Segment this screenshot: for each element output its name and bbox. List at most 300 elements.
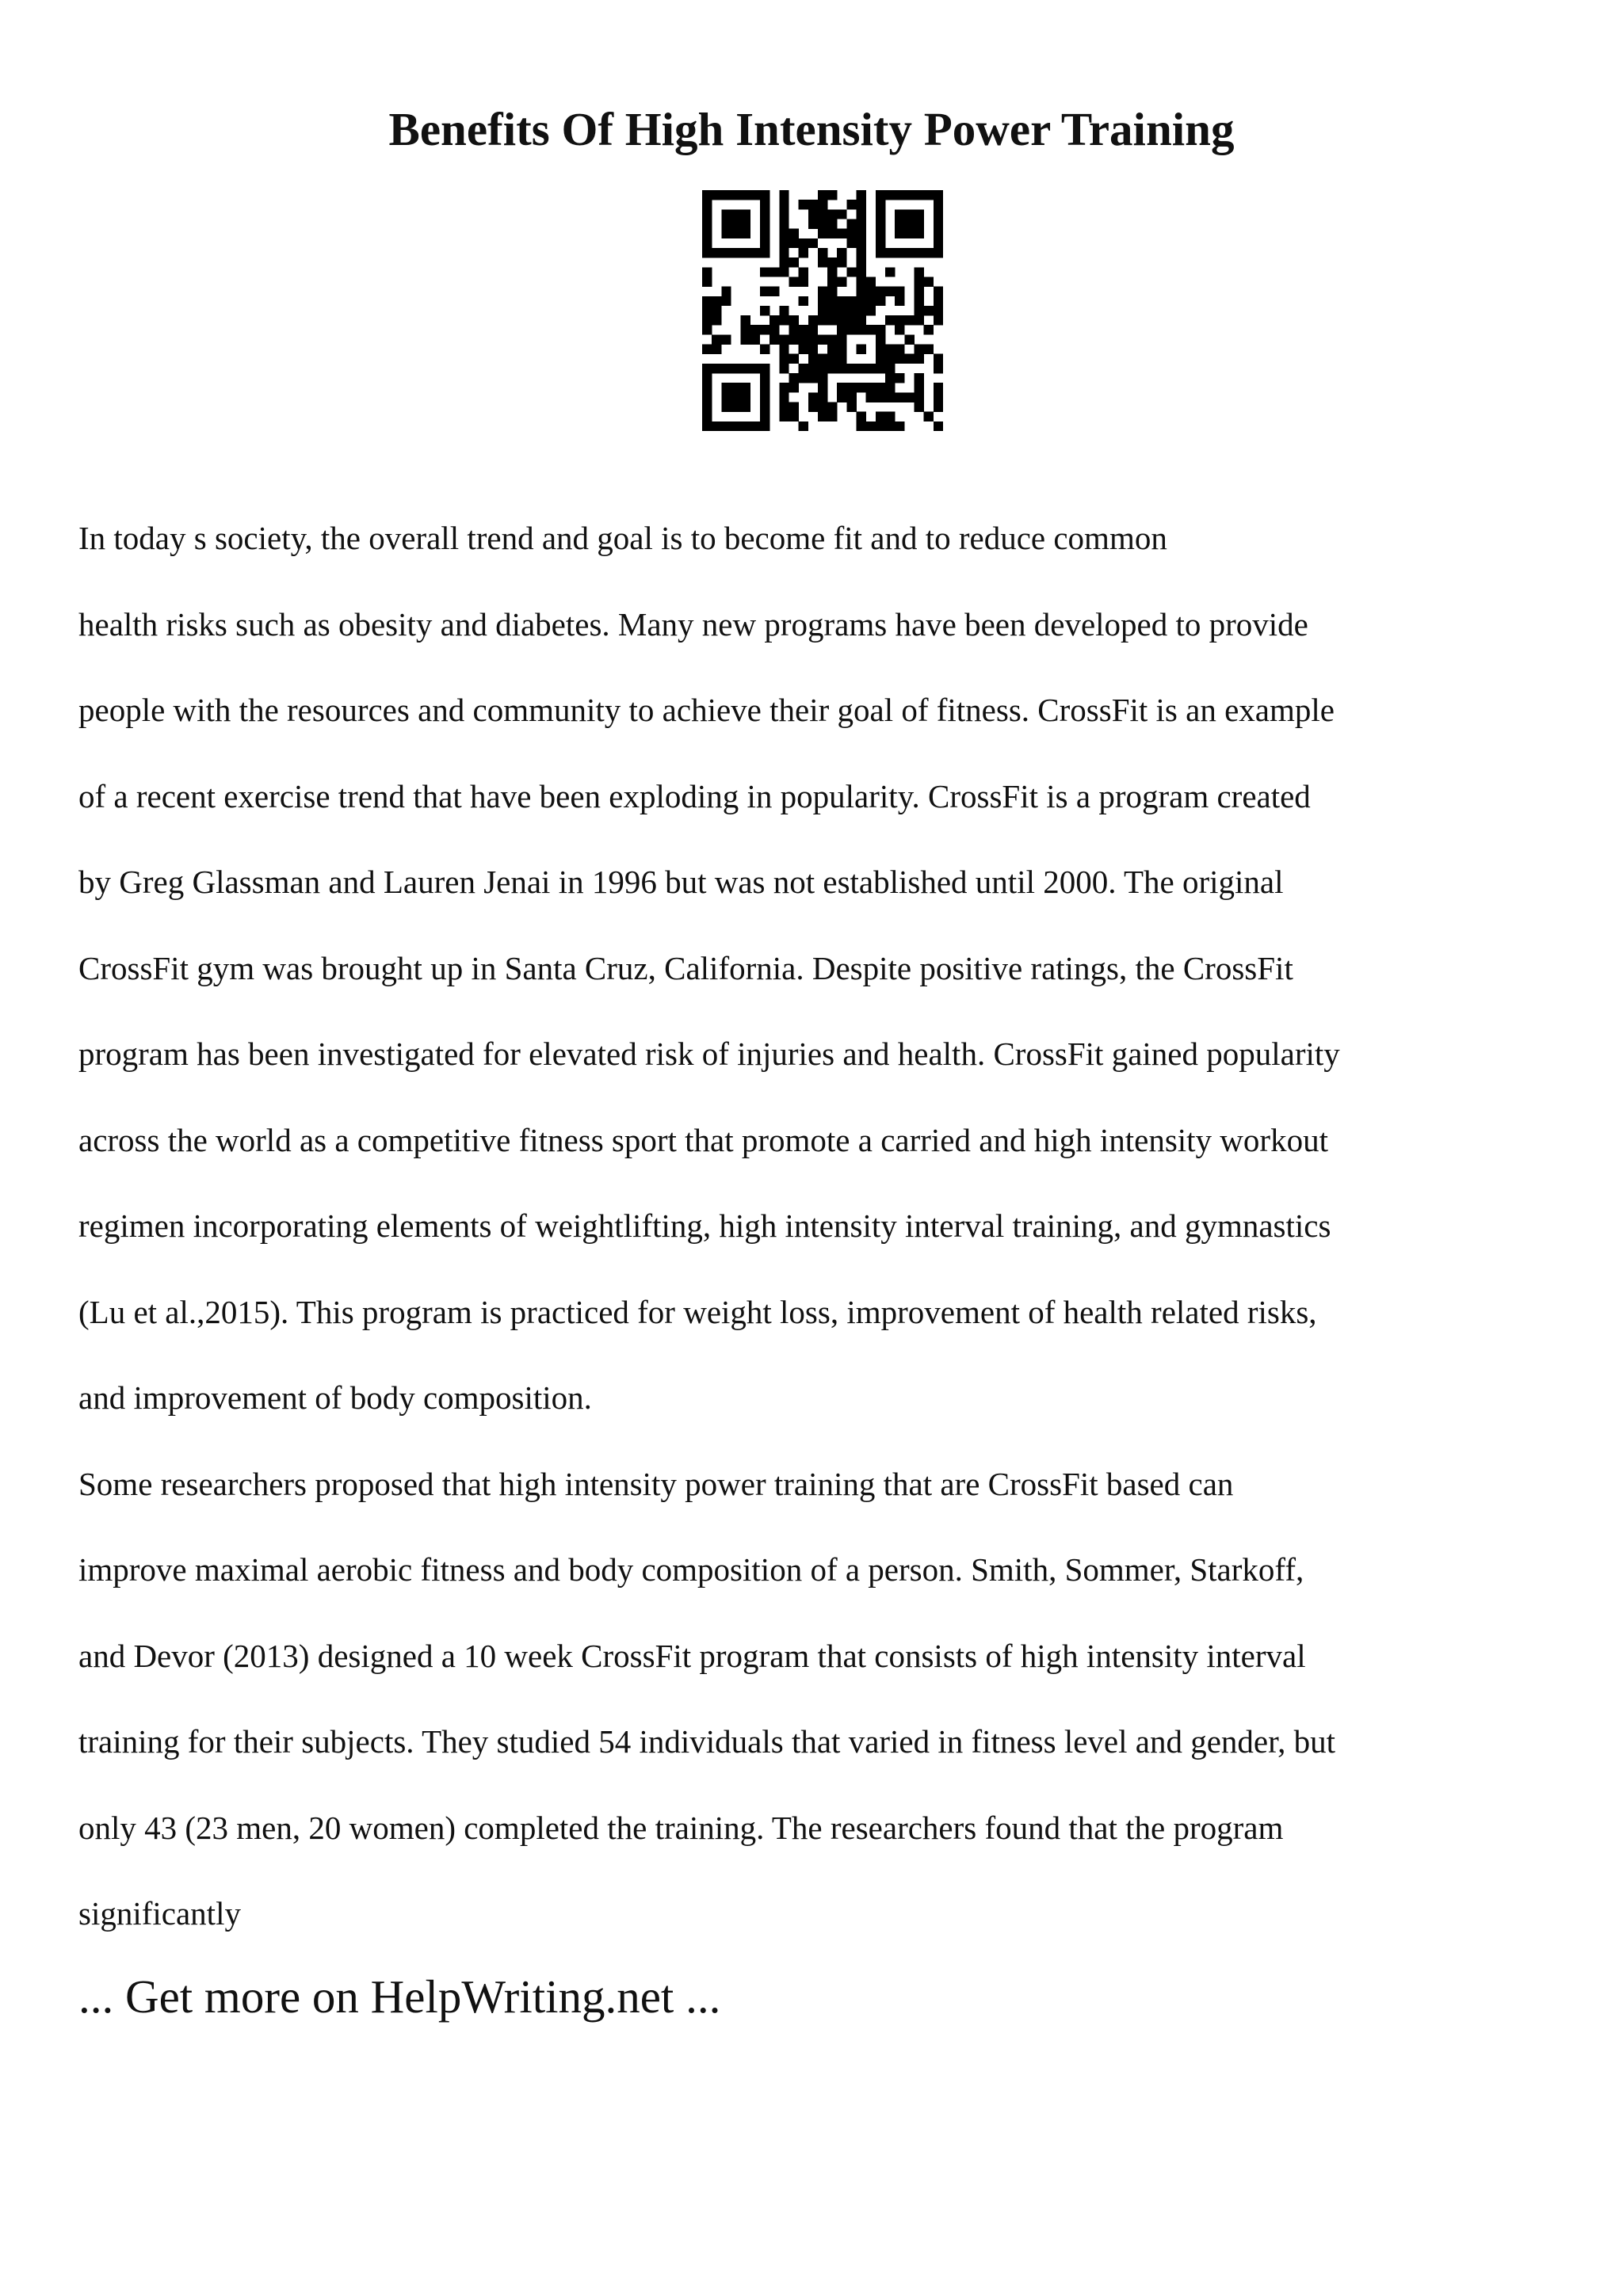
qr-module: [741, 315, 750, 325]
qr-module: [808, 219, 818, 228]
qr-module: [876, 392, 885, 402]
qr-module: [702, 392, 712, 402]
qr-module: [779, 315, 789, 325]
qr-module: [837, 315, 846, 325]
qr-module: [837, 383, 846, 392]
qr-module: [866, 364, 876, 373]
qr-module: [934, 200, 943, 209]
qr-module: [741, 392, 750, 402]
get-more-link[interactable]: ... Get more on HelpWriting.net ...: [78, 1970, 721, 2023]
qr-module: [779, 354, 789, 364]
qr-module: [846, 383, 856, 392]
qr-module: [741, 190, 750, 200]
qr-module: [857, 345, 866, 354]
qr-module: [915, 402, 924, 412]
qr-module: [731, 229, 740, 238]
qr-module: [837, 277, 846, 286]
qr-module: [750, 334, 760, 344]
qr-module: [827, 287, 837, 296]
qr-module: [721, 334, 731, 344]
qr-module: [779, 257, 789, 267]
qr-module: [895, 315, 904, 325]
body-line: program has been investigated for elevated risk of injuries and health. CrossFit gained popularity: [78, 1035, 1340, 1072]
qr-module: [779, 248, 789, 257]
qr-module: [702, 190, 712, 200]
qr-module: [760, 421, 769, 431]
qr-module: [721, 209, 731, 219]
qr-module: [934, 383, 943, 392]
qr-module: [915, 383, 924, 392]
qr-module: [837, 209, 846, 219]
qr-module: [702, 238, 712, 248]
qr-module: [904, 219, 914, 228]
qr-module: [876, 190, 885, 200]
qr-module: [731, 248, 740, 257]
qr-module: [808, 373, 818, 383]
qr-module: [866, 325, 876, 334]
qr-module: [924, 277, 934, 286]
qr-module: [702, 325, 712, 334]
qr-module: [857, 277, 866, 286]
qr-module: [818, 373, 827, 383]
qr-module: [818, 392, 827, 402]
qr-module: [789, 334, 798, 344]
qr-module: [750, 248, 760, 257]
qr-module: [827, 364, 837, 373]
qr-module: [857, 267, 866, 277]
qr-module: [866, 287, 876, 296]
qr-module: [750, 190, 760, 200]
body-line: and Devor (2013) designed a 10 week CrossFit program that consists of high intensity interval: [78, 1637, 1306, 1674]
document-title: Benefits Of High Intensity Power Training: [388, 103, 1235, 155]
qr-module: [857, 190, 866, 200]
qr-module: [779, 306, 789, 315]
qr-module: [904, 315, 914, 325]
qr-module: [885, 421, 895, 431]
qr-module: [857, 200, 866, 209]
qr-module: [741, 248, 750, 257]
qr-module: [885, 248, 895, 257]
qr-module: [760, 306, 769, 315]
qr-module: [702, 200, 712, 209]
qr-module: [895, 421, 904, 431]
qr-module: [846, 325, 856, 334]
qr-module: [741, 383, 750, 392]
qr-module: [760, 219, 769, 228]
qr-module: [741, 229, 750, 238]
qr-module: [769, 315, 779, 325]
qr-module: [934, 315, 943, 325]
qr-module: [789, 277, 798, 286]
body-line: training for their subjects. They studied 54 individuals that varied in fitness level and gender, but: [78, 1723, 1335, 1760]
qr-module: [895, 248, 904, 257]
qr-module: [846, 238, 856, 248]
qr-module: [827, 267, 837, 277]
body-line: significantly: [78, 1895, 241, 1932]
qr-module: [876, 325, 885, 334]
qr-module: [808, 402, 818, 412]
qr-module: [760, 229, 769, 238]
qr-module: [818, 364, 827, 373]
qr-module: [769, 267, 779, 277]
qr-module: [904, 334, 914, 344]
qr-module: [895, 219, 904, 228]
qr-module: [915, 345, 924, 354]
qr-module: [876, 421, 885, 431]
qr-module: [876, 287, 885, 296]
qr-module: [915, 190, 924, 200]
qr-module: [895, 354, 904, 364]
qr-module: [799, 325, 808, 334]
qr-module: [760, 209, 769, 219]
qr-module: [818, 200, 827, 209]
qr-module: [779, 334, 789, 344]
qr-module: [885, 383, 895, 392]
qr-module: [702, 315, 712, 325]
qr-module: [760, 412, 769, 421]
qr-module: [857, 229, 866, 238]
qr-module: [808, 315, 818, 325]
qr-module: [934, 229, 943, 238]
qr-module: [895, 209, 904, 219]
body-line: only 43 (23 men, 20 women) completed the training. The researchers found that the program: [78, 1809, 1284, 1846]
qr-module: [779, 412, 789, 421]
qr-module: [857, 248, 866, 257]
qr-module: [846, 296, 856, 306]
qr-module: [750, 421, 760, 431]
qr-module: [846, 306, 856, 315]
qr-module: [760, 287, 769, 296]
qr-module: [895, 345, 904, 354]
qr-module: [904, 248, 914, 257]
qr-module: [799, 345, 808, 354]
qr-module: [818, 315, 827, 325]
qr-module: [934, 364, 943, 373]
qr-module: [712, 315, 721, 325]
qr-module: [731, 421, 740, 431]
qr-module: [721, 248, 731, 257]
qr-module: [721, 421, 731, 431]
qr-module: [808, 200, 818, 209]
qr-module: [866, 277, 876, 286]
qr-module: [721, 364, 731, 373]
qr-module: [731, 209, 740, 219]
qr-module: [876, 229, 885, 238]
qr-module: [876, 383, 885, 392]
qr-code-graphic: [702, 190, 943, 431]
qr-module: [915, 354, 924, 364]
qr-module: [866, 421, 876, 431]
qr-module: [895, 296, 904, 306]
qr-module: [779, 229, 789, 238]
qr-module: [808, 334, 818, 344]
qr-module: [760, 364, 769, 373]
qr-module: [827, 277, 837, 286]
qr-module: [779, 238, 789, 248]
qr-module: [779, 402, 789, 412]
qr-module: [779, 219, 789, 228]
qr-module: [818, 229, 827, 238]
qr-module: [915, 248, 924, 257]
qr-module: [885, 287, 895, 296]
qr-module: [741, 402, 750, 412]
qr-module: [721, 190, 731, 200]
qr-module: [799, 373, 808, 383]
qr-module: [885, 373, 895, 383]
qr-module: [760, 373, 769, 383]
qr-module: [799, 238, 808, 248]
qr-module: [808, 345, 818, 354]
qr-module: [799, 248, 808, 257]
qr-module: [731, 190, 740, 200]
qr-module: [876, 354, 885, 364]
qr-module: [769, 334, 779, 344]
qr-module: [857, 412, 866, 421]
body-line: of a recent exercise trend that have been exploding in popularity. CrossFit is a program created: [78, 777, 1311, 814]
qr-module: [934, 402, 943, 412]
qr-module: [934, 392, 943, 402]
qr-module: [895, 287, 904, 296]
qr-module: [712, 190, 721, 200]
qr-module: [827, 334, 837, 344]
qr-module: [857, 257, 866, 267]
qr-module: [818, 248, 827, 257]
qr-module: [837, 306, 846, 315]
qr-module: [924, 248, 934, 257]
qr-module: [721, 296, 731, 306]
qr-module: [702, 373, 712, 383]
qr-module: [895, 325, 904, 334]
qr-module: [866, 392, 876, 402]
qr-module: [827, 402, 837, 412]
qr-module: [885, 364, 895, 373]
qr-module: [934, 421, 943, 431]
qr-module: [866, 296, 876, 306]
qr-module: [915, 209, 924, 219]
qr-module: [779, 267, 789, 277]
qr-module: [895, 190, 904, 200]
qr-module: [924, 190, 934, 200]
qr-module: [885, 267, 895, 277]
qr-module: [837, 257, 846, 267]
qr-module: [702, 345, 712, 354]
qr-module: [915, 267, 924, 277]
qr-module: [779, 392, 789, 402]
qr-module: [799, 267, 808, 277]
qr-module: [915, 219, 924, 228]
qr-module: [846, 267, 856, 277]
qr-module: [818, 383, 827, 392]
qr-module: [779, 200, 789, 209]
qr-code-icon: [702, 190, 943, 431]
body-line: and improvement of body composition.: [78, 1379, 592, 1416]
qr-module: [808, 238, 818, 248]
qr-module: [760, 267, 769, 277]
qr-module: [837, 325, 846, 334]
qr-module: [915, 229, 924, 238]
qr-module: [904, 209, 914, 219]
qr-module: [924, 345, 934, 354]
qr-module: [702, 296, 712, 306]
qr-module: [818, 354, 827, 364]
qr-module: [721, 392, 731, 402]
qr-module: [876, 238, 885, 248]
qr-module: [885, 345, 895, 354]
qr-module: [702, 402, 712, 412]
qr-module: [915, 296, 924, 306]
qr-module: [712, 345, 721, 354]
qr-module: [827, 190, 837, 200]
qr-module: [895, 373, 904, 383]
qr-module: [741, 334, 750, 344]
body-line: In today s society, the overall trend and goal is to become fit and to reduce common: [78, 520, 1167, 556]
qr-module: [721, 383, 731, 392]
qr-module: [818, 402, 827, 412]
qr-module: [924, 306, 934, 315]
qr-module: [846, 392, 856, 402]
qr-module: [866, 383, 876, 392]
qr-module: [885, 190, 895, 200]
qr-module: [789, 412, 798, 421]
qr-module: [712, 334, 721, 344]
qr-module: [837, 296, 846, 306]
qr-module: [789, 383, 798, 392]
qr-module: [808, 325, 818, 334]
qr-module: [876, 334, 885, 344]
qr-module: [760, 325, 769, 334]
qr-module: [904, 354, 914, 364]
qr-module: [934, 190, 943, 200]
qr-module: [885, 354, 895, 364]
qr-module: [789, 315, 798, 325]
qr-module: [779, 190, 789, 200]
qr-module: [702, 219, 712, 228]
qr-module: [789, 257, 798, 267]
qr-module: [915, 306, 924, 315]
qr-module: [915, 392, 924, 402]
qr-module: [779, 345, 789, 354]
qr-module: [846, 364, 856, 373]
qr-module: [808, 209, 818, 219]
qr-module: [731, 392, 740, 402]
qr-module: [721, 287, 731, 296]
qr-module: [818, 257, 827, 267]
qr-module: [827, 354, 837, 364]
qr-module: [827, 306, 837, 315]
qr-module: [827, 315, 837, 325]
qr-module: [712, 421, 721, 431]
qr-module: [702, 248, 712, 257]
qr-module: [934, 248, 943, 257]
qr-module: [885, 392, 895, 402]
qr-module: [827, 412, 837, 421]
qr-module: [857, 383, 866, 392]
qr-module: [846, 229, 856, 238]
qr-module: [837, 248, 846, 257]
qr-module: [741, 209, 750, 219]
qr-module: [915, 277, 924, 286]
body-line: people with the resources and community to achieve their goal of fitness. CrossFit is an example: [78, 692, 1335, 728]
qr-module: [712, 364, 721, 373]
qr-module: [702, 306, 712, 315]
qr-module: [857, 364, 866, 373]
qr-module: [846, 219, 856, 228]
qr-module: [934, 209, 943, 219]
body-line: across the world as a competitive fitness sport that promote a carried and high intensity workout: [78, 1121, 1328, 1158]
qr-module: [904, 229, 914, 238]
qr-module: [799, 277, 808, 286]
qr-module: [857, 238, 866, 248]
qr-module: [702, 229, 712, 238]
qr-module: [837, 229, 846, 238]
qr-module: [876, 209, 885, 219]
qr-module: [731, 219, 740, 228]
qr-module: [895, 229, 904, 238]
qr-module: [827, 209, 837, 219]
qr-module: [934, 296, 943, 306]
qr-module: [741, 421, 750, 431]
qr-module: [779, 383, 789, 392]
qr-module: [808, 364, 818, 373]
qr-module: [760, 345, 769, 354]
qr-module: [731, 364, 740, 373]
body-line: improve maximal aerobic fitness and body composition of a person. Smith, Sommer, Starkoff,: [78, 1551, 1304, 1588]
qr-module: [895, 392, 904, 402]
qr-module: [837, 345, 846, 354]
qr-module: [904, 190, 914, 200]
qr-module: [818, 219, 827, 228]
qr-module: [712, 296, 721, 306]
qr-module: [837, 354, 846, 364]
qr-module: [924, 412, 934, 421]
qr-module: [876, 248, 885, 257]
qr-module: [837, 334, 846, 344]
qr-module: [857, 325, 866, 334]
qr-module: [924, 325, 934, 334]
qr-module: [857, 421, 866, 431]
body-line: health risks such as obesity and diabetes. Many new programs have been developed to provide: [78, 605, 1308, 643]
qr-module: [885, 412, 895, 421]
qr-module: [827, 219, 837, 228]
qr-module: [846, 315, 856, 325]
qr-module: [904, 392, 914, 402]
qr-module: [934, 306, 943, 315]
qr-module: [702, 412, 712, 421]
qr-module: [760, 248, 769, 257]
qr-module: [827, 296, 837, 306]
qr-module: [702, 209, 712, 219]
qr-module: [934, 219, 943, 228]
qr-module: [799, 296, 808, 306]
qr-module: [846, 402, 856, 412]
qr-module: [857, 315, 866, 325]
qr-module: [789, 325, 798, 334]
qr-module: [779, 364, 789, 373]
qr-module: [827, 345, 837, 354]
qr-module: [760, 190, 769, 200]
qr-module: [789, 402, 798, 412]
qr-module: [702, 421, 712, 431]
qr-module: [760, 200, 769, 209]
qr-module: [750, 325, 760, 334]
qr-module: [846, 200, 856, 209]
qr-module: [866, 306, 876, 315]
qr-module: [769, 287, 779, 296]
qr-module: [702, 277, 712, 286]
qr-module: [702, 383, 712, 392]
qr-module: [721, 229, 731, 238]
body-line: regimen incorporating elements of weightlifting, high intensity interval training, and gymnastics: [78, 1207, 1331, 1244]
